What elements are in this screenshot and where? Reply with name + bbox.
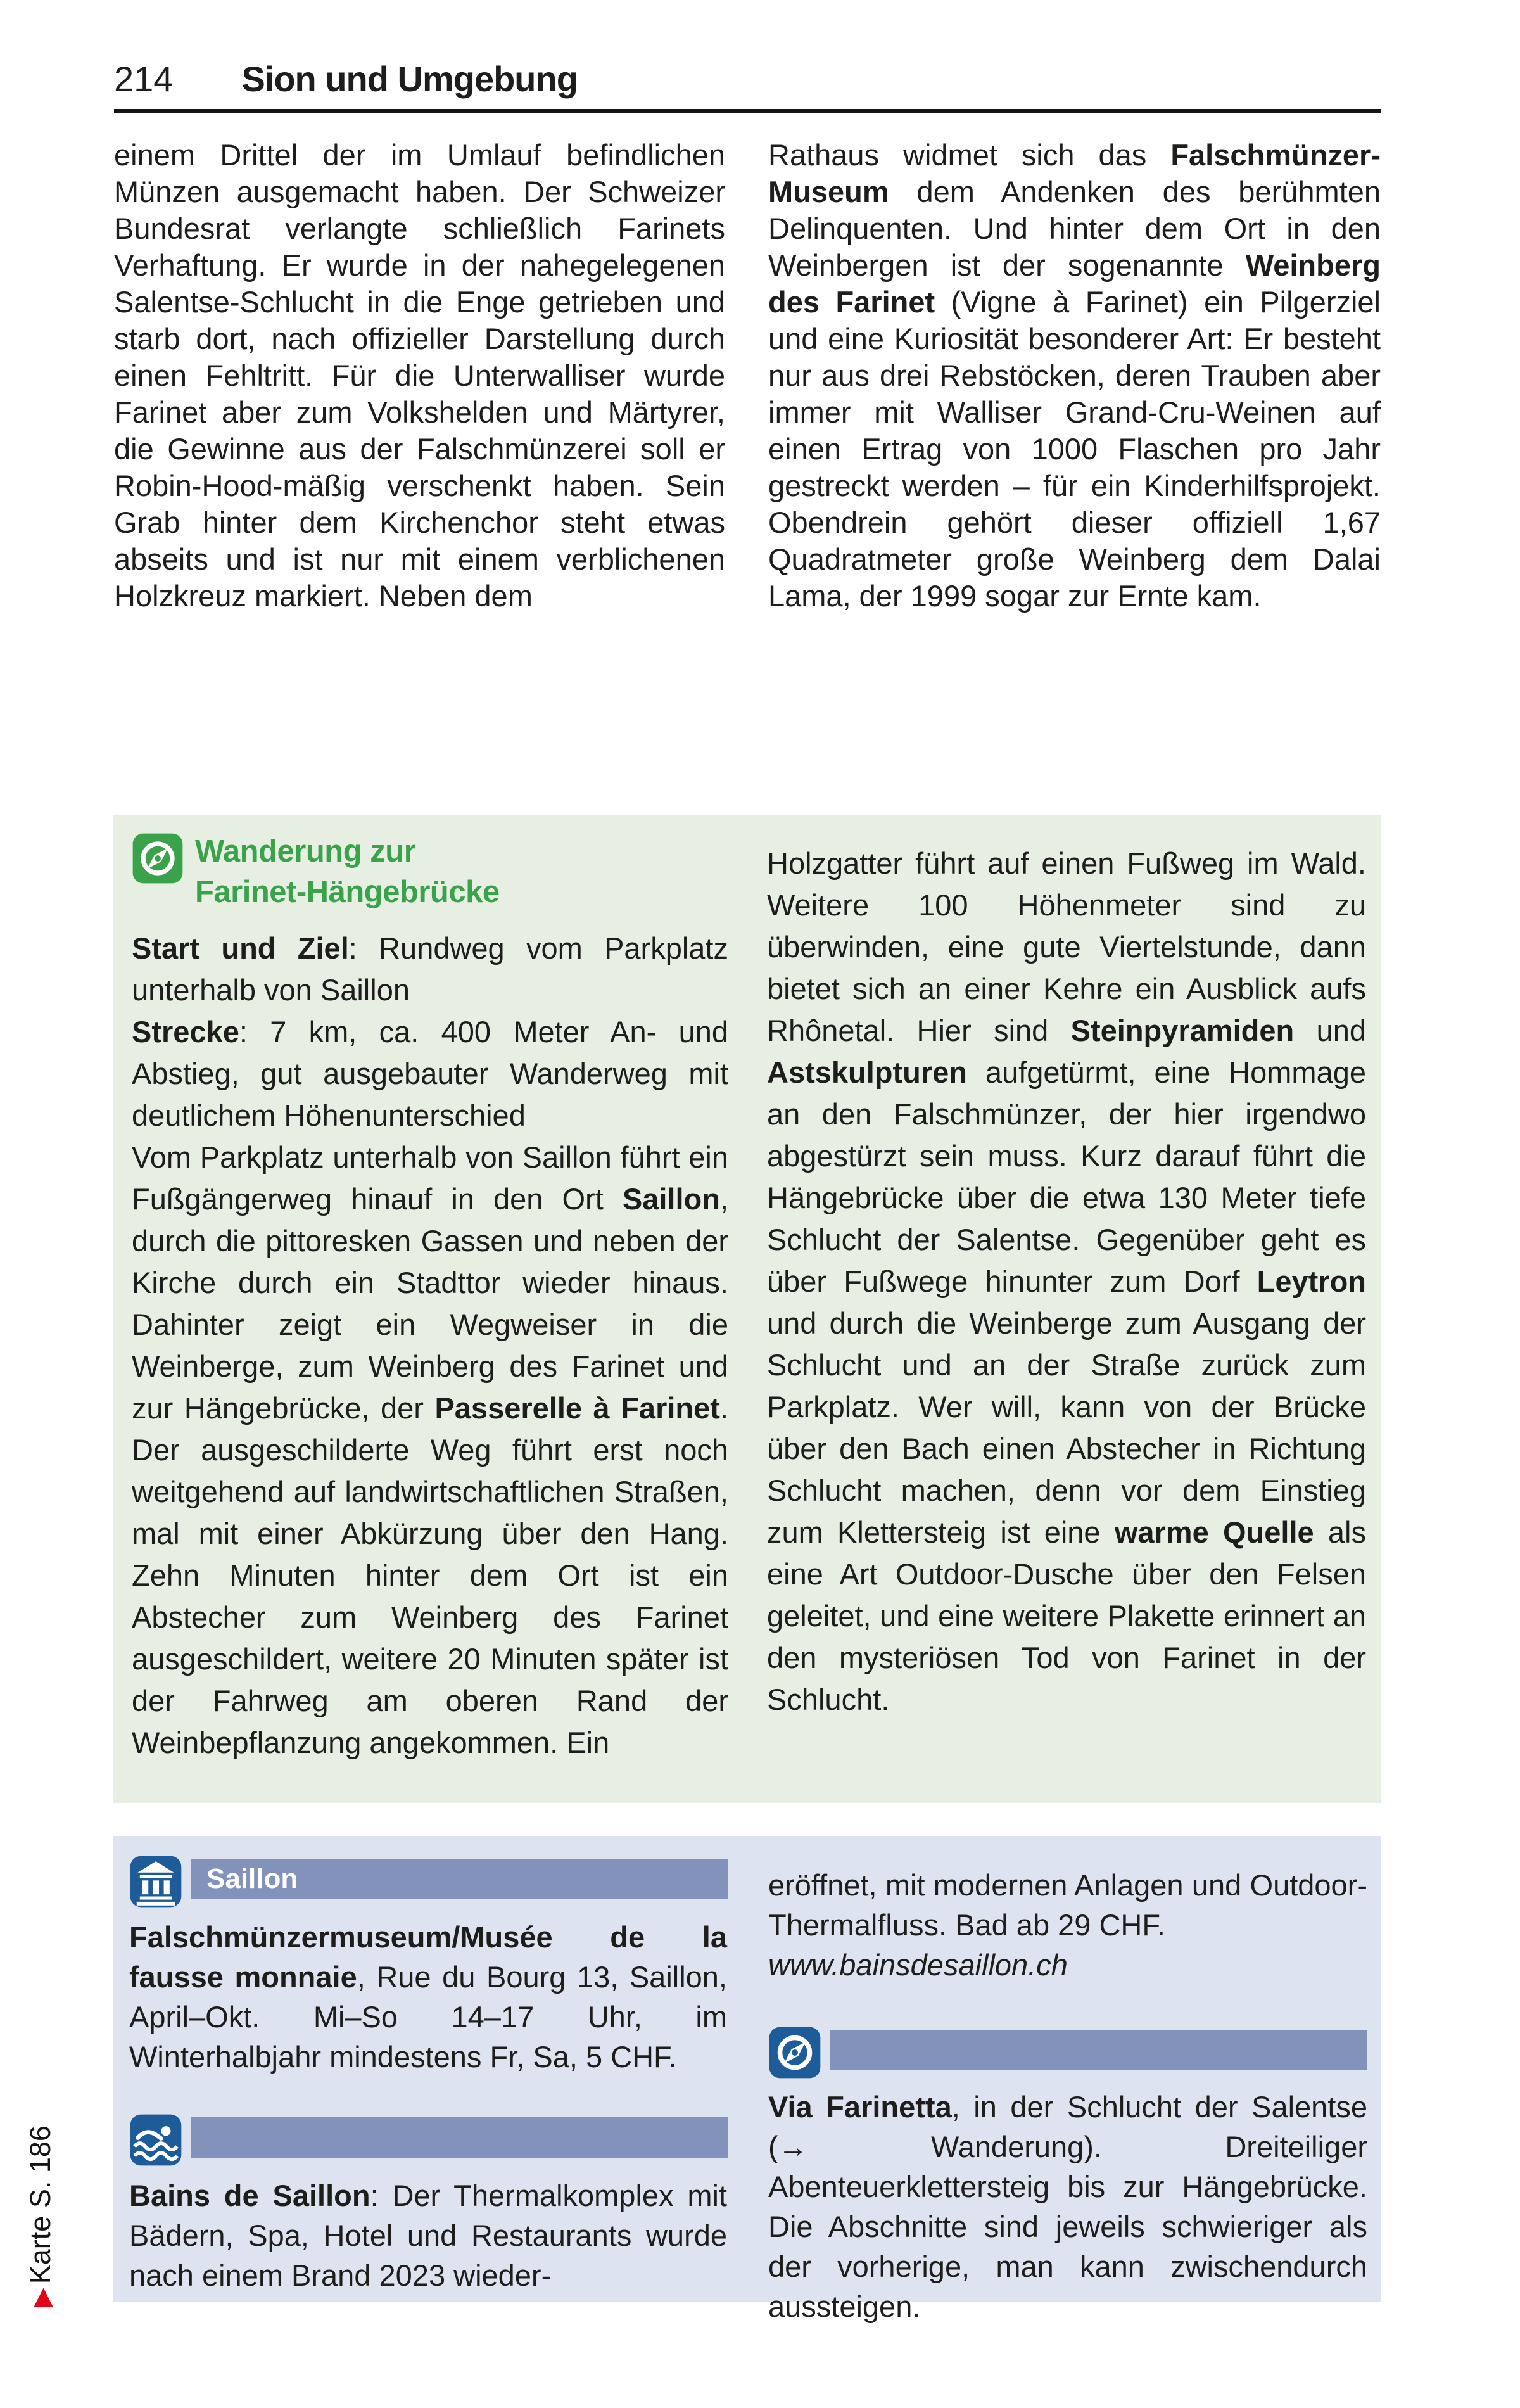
hiking-tip-box — [113, 815, 1381, 1803]
hike-left-column — [132, 927, 728, 1764]
page-number: 214 — [114, 59, 174, 99]
via-farinetta-entry-text: Via Farinetta, in der Schlucht der Salentse (→ Wanderung). Dreiteiliger Abenteuerklettersteig bis zur Hängebrücke. Die Abschnitte sind jeweils schwieriger als der vorherige, man kann zwischendurch aussteigen. — [768, 2090, 1367, 2323]
info-entry-header-bar — [191, 1859, 728, 1899]
bains-entry-text-left: Bains de Saillon: Der Thermalkomplex mit Bädern, Spa, Hotel und Restaurants wurde nach einem Brand 2023 wieder- — [129, 2179, 727, 2292]
intro-right-column: Rathaus widmet sich das Falschmünzer-Museum dem Andenken des berühmten Delinquenten. Und hinter dem Ort in den Weinbergen ist der sogenannte Weinberg des Farinet (Vigne à Farinet) ein Pilgerziel und eine Kuriosität besonderer Art: Er besteht nur aus drei Rebstöcken, deren Trauben aber immer mit Walliser Grand-Cru-Weinen auf einen Ertrag von 1000 Flaschen pro Jahr gestreckt werden – für ein Kinderhilfsprojekt. Obendrein gehört dieser offiziell 1,67 Quadratmeter große Weinberg dem Dalai Lama, der 1999 sogar zur Ernte kam. — [768, 138, 1381, 613]
hike-route: Strecke: 7 km, ca. 400 Meter An- und Abstieg, gut ausgebauter Wanderweg mit deutlichem Höhenunterschied — [132, 1015, 728, 1132]
hike-right-column: Holzgatter führt auf einen Fußweg im Wald. Weitere 100 Höhenmeter sind zu überwinden, eine gute Viertelstunde, dann bietet sich an einer Kehre ein Ausblick aufs Rhônetal. Hier sind Steinpyramiden und Astskulpturen aufgetürmt, eine Hommage an den Falschmünzer, der hier irgendwo abgestürzt sein muss. Kurz darauf führt die Hängebrücke über die etwa 130 Meter tiefe Schlucht der Salentse. Gegenüber geht es über Fußwege hinunter zum Dorf Leytron und durch die Weinberge zum Ausgang der Schlucht und an der Straße zurück zum Parkplatz. Wer will, kann von der Brücke über den Bach einen Abstecher in Richtung Schlucht machen, denn vor dem Einstieg zum Klettersteig ist eine warme Quelle als eine Art Outdoor-Dusche über den Felsen geleitet, und eine weitere Plakette erinnert an den mysteriösen Tod von Farinet in der Schlucht. — [767, 846, 1366, 1716]
intro-left-column: einem Drittel der im Umlauf befindlichen Münzen ausgemacht haben. Der Schweizer Bundesrat verlangte schließlich Farinets Verhaftung. Er wurde in der nahegelegenen Salentse-Schlucht in die Enge getrieben und starb dort, nach offizieller Darstellung durch einen Fehltritt. Für die Unterwalliser wurde Farinet aber zum Volkshelden und Märtyrer, die Gewinne aus der Falschmünzerei soll er Robin-Hood-mäßig verschenkt haben. Sein Grab hinter dem Kirchenchor steht etwas abseits und ist nur mit einem verblichenen Holzkreuz markiert. Neben dem — [114, 138, 725, 613]
page-title: Sion und Umgebung — [241, 59, 578, 99]
margin-note — [24, 2060, 57, 2307]
compass-icon — [132, 832, 184, 884]
info-entry-header-bar — [830, 2030, 1367, 2070]
hike-start-goal: Start und Ziel: Rundweg vom Parkplatz unterhalb von Saillon — [132, 931, 728, 1007]
museum-entry-text: Falschmünzermuseum/Musée de la fausse monnaie, Rue du Bourg 13, Saillon, April–Okt. Mi–So 14–17 Uhr, im Winterhalbjahr mindestens Fr, Sa, 5 CHF. — [129, 1920, 727, 2074]
hike-title-line1: Wanderung zur — [195, 834, 416, 869]
swimmer-icon — [129, 2113, 182, 2167]
compass-icon — [768, 2026, 821, 2079]
triangle-marker-icon: ▶ — [28, 2288, 56, 2307]
info-box — [113, 1836, 1381, 2323]
page-header — [114, 58, 1381, 99]
museum-icon — [129, 1855, 182, 1908]
bains-entry-continuation: eröffnet, mit modernen Anlagen und Outdoor-Thermalfluss. Bad ab 29 CHF. — [768, 1868, 1367, 1942]
margin-note-label: Karte S. 186 — [24, 2125, 56, 2284]
hike-title-line2: Farinet-Hängebrücke — [195, 875, 500, 909]
info-entry-header-bar — [191, 2117, 728, 2158]
header-rule — [114, 109, 1381, 113]
website-url: www.bainsdesaillon.ch — [768, 1948, 1068, 1982]
bains-entry-text-right — [768, 1865, 1367, 1985]
hike-description-left: Vom Parkplatz unterhalb von Saillon führt ein Fußgängerweg hinauf in den Ort Saillon, durch die pittoresken Gassen und neben der Kirche durch ein Stadttor wieder hinaus. Dahinter zeigt ein Wegweiser in die Weinberge, zum Weinberg des Farinet und zur Hängebrücke, der Passerelle à Farinet. Der ausgeschilderte Weg führt erst noch weitgehend auf landwirtschaftlichen Straßen, mal mit einer Abkürzung über den Hang. Zehn Minuten hinter dem Ort ist ein Abstecher zum Weinberg des Farinet ausgeschildert, weitere 20 Minuten später ist der Fahrweg am oberen Rand der Weinbepflanzung angekommen. Ein — [132, 1140, 728, 1759]
info-entry-header-label: Saillon — [206, 1863, 298, 1894]
hike-title — [195, 831, 500, 912]
